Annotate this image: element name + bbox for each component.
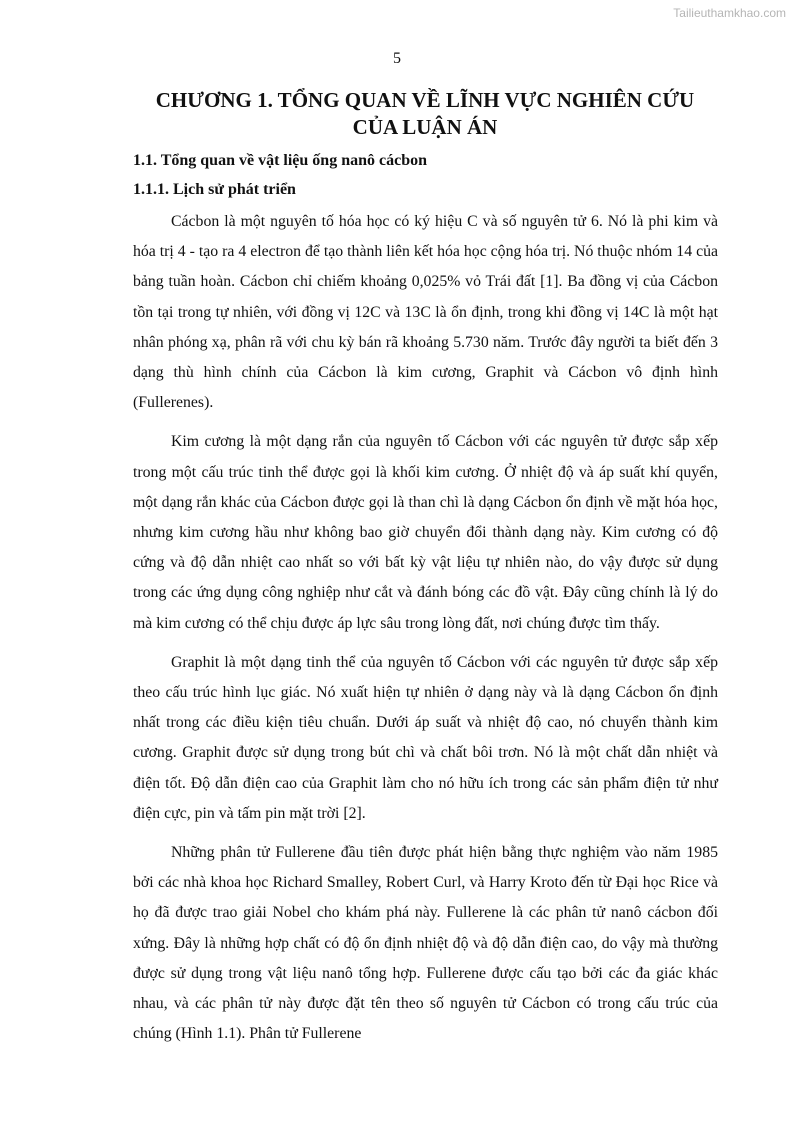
paragraph-diamond: Kim cương là một dạng rắn của nguyên tố Cácbon với các nguyên tử được sắp xếp trong một cấu trúc tinh thể được gọi là khối kim cương. Ở nhiệt độ và áp suất khí quyển, một dạng rắn khác của Cácbon được gọi là than chì là dạng Cácbon ổn định về mặt hóa học, nhưng kim cương hầu như không bao giờ chuyển đổi thành dạng này. Kim cương có độ cứng và độ dẫn nhiệt cao nhất so với bất kỳ vật liệu tự nhiên nào, do vậy được sử dụng trong các ứng dụng công nghiệp như cắt và đánh bóng các đồ vật. Đây cũng chính là lý do mà kim cương có thể chịu được áp lực sâu trong lòng đất, nơi chúng được tìm thấy. <box>133 433 718 632</box>
page-number: 5 <box>393 50 401 67</box>
section-heading-1-1-1: 1.1.1. Lịch sử phát triển <box>133 181 296 198</box>
chapter-title-line1: CHƯƠNG 1. TỔNG QUAN VỀ LĨNH VỰC NGHIÊN CỨU <box>155 88 695 112</box>
section-heading-1-1: 1.1. Tổng quan về vật liệu ống nanô cácbon <box>133 152 427 169</box>
paragraph-graphite: Graphit là một dạng tinh thể của nguyên tố Cácbon với các nguyên tử được sắp xếp theo cấu trúc hình lục giác. Nó xuất hiện tự nhiên ở dạng này và là dạng Cácbon ổn định nhất trong các điều kiện tiêu chuẩn. Dưới áp suất và nhiệt độ cao, nó chuyển thành kim cương. Graphit được sử dụng trong bút chì và chất bôi trơn. Nó là một chất dẫn nhiệt và điện tốt. Độ dẫn điện cao của Graphit làm cho nó hữu ích trong các sản phẩm điện tử như điện cực, pin và tấm pin mặt trời [2]. <box>133 653 718 822</box>
body-text <box>133 207 718 1058</box>
chapter-title-line2: CỦA LUẬN ÁN <box>352 115 498 139</box>
chapter-title <box>130 87 720 141</box>
paragraph-fullerene: Những phân tử Fullerene đầu tiên được phát hiện bằng thực nghiệm vào năm 1985 bởi các nhà khoa học Richard Smalley, Robert Curl, và Harry Kroto đến từ Đại học Rice và họ đã được trao giải Nobel cho khám phá này. Fullerene là các phân tử nanô cácbon đối xứng. Đây là những hợp chất có độ ổn định nhiệt độ và độ dẫn điện cao, do vậy mà thường được sử dụng trong vật liệu nanô tổng hợp. Fullerene được cấu tạo bởi các đa giác khác nhau, và các phân tử này được đặt tên theo số nguyên tử Cácbon có trong cấu trúc của chúng (Hình 1.1). Phân tử Fullerene <box>133 844 718 1043</box>
paragraph-carbon: Cácbon là một nguyên tố hóa học có ký hiệu C và số nguyên tử 6. Nó là phi kim và hóa trị 4 - tạo ra 4 electron để tạo thành liên kết hóa học cộng hóa trị. Nó thuộc nhóm 14 của bảng tuần hoàn. Cácbon chỉ chiếm khoảng 0,025% vỏ Trái đất [1]. Ba đồng vị của Cácbon tồn tại trong tự nhiên, với đồng vị 12C và 13C là ổn định, trong khi đồng vị 14C là một hạt nhân phóng xạ, phân rã với chu kỳ bán rã khoảng 5.730 năm. Trước đây người ta biết đến 3 dạng thù hình chính của Cácbon là kim cương, Graphit và Cácbon vô định hình (Fullerenes). <box>133 213 718 412</box>
watermark-text: Tailieuthamkhao.com <box>673 6 786 20</box>
